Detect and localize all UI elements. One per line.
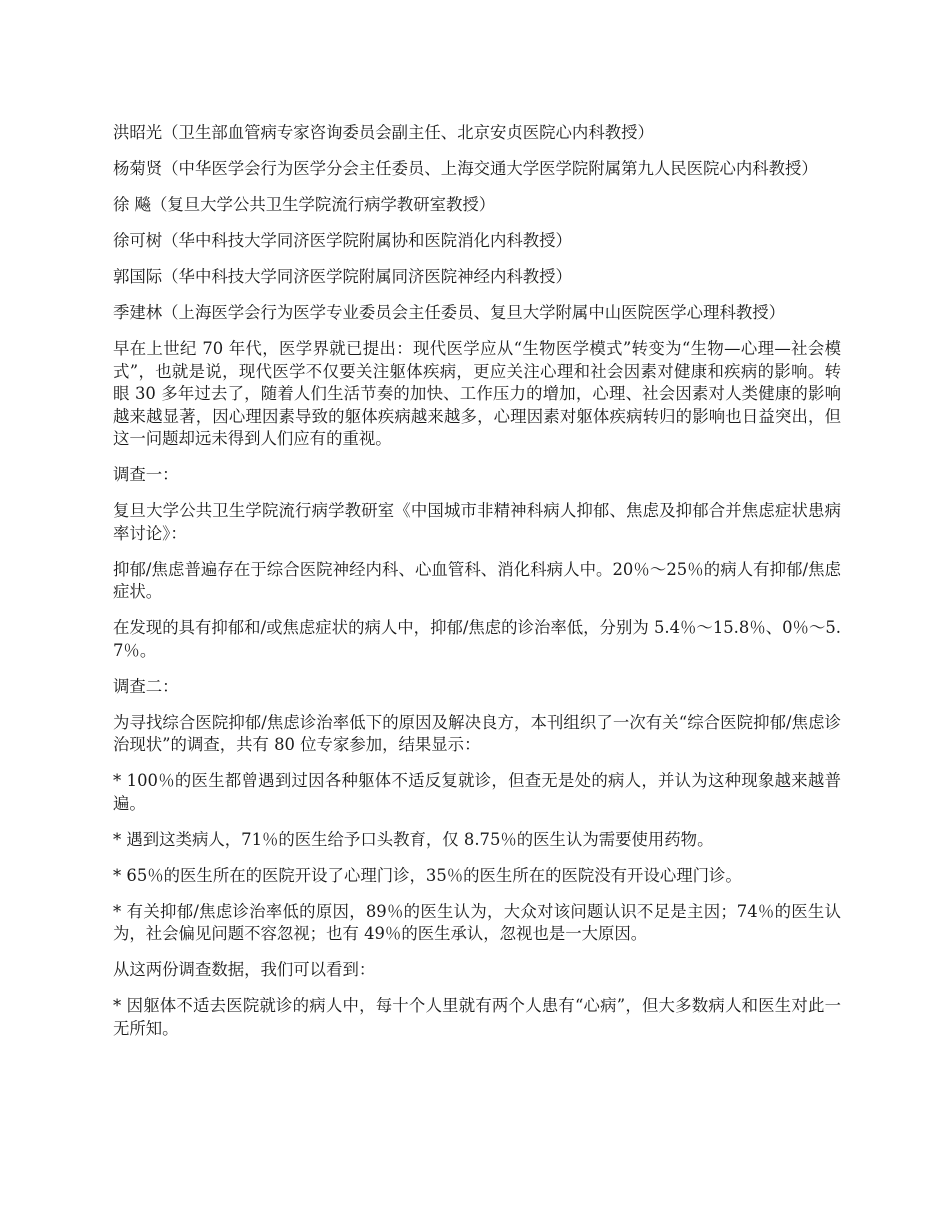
conclusion-bullet-1: * 因躯体不适去医院就诊的病人中，每十个人里就有两个人患有“心病”，但大多数病人和医生对此一无所知。 [113,996,841,1038]
expert-ji-jianlin: 季建林（上海医学会行为医学专业委员会主任委员、复旦大学附属中山医院医学心理科教授） [113,303,786,322]
survey-one-heading: 调查一： [113,465,179,484]
document-body [113,122,841,1054]
expert-guo-guoji: 郭国际（华中科技大学同济医学院附属同济医院神经内科教授） [113,267,572,286]
survey-one-source: 复旦大学公共卫生学院流行病学教研室《中国城市非精神科病人抑郁、焦虑及抑郁合并焦虑症状患病率讨论》： [113,501,841,543]
intro-paragraph: 早在上世纪 70 年代，医学界就已提出：现代医学应从“生物医学模式”转变为“生物—心理—社会模式”，也就是说，现代医学不仅要关注躯体疾病，更应关注心理和社会因素对健康和疾病的影响。转眼 30 多年过去了，随着人们生活节奏的加快、工作压力的增加，心理、社会因素对人类健康的影响越来越显著，因心理因素导致的躯体疾病越来越多，心理因素对躯体疾病转归的影响也日益突出，但这一问题却远未得到人们应有的重视。 [113,339,841,448]
survey-two-bullet-4: * 有关抑郁/焦虑诊治率低的原因，89％的医生认为，大众对该问题认识不足是主因；74％的医生认为，社会偏见问题不容忽视；也有 49％的医生承认，忽视也是一大原因。 [113,901,841,943]
survey-two-bullet-1: * 100％的医生都曾遇到过因各种躯体不适反复就诊，但查无是处的病人，并认为这种现象越来越普遍。 [113,771,841,813]
survey-two-bullet-3: * 65％的医生所在的医院开设了心理门诊，35％的医生所在的医院没有开设心理门诊。 [113,865,742,885]
survey-two-intro: 为寻找综合医院抑郁/焦虑诊治率低下的原因及解决良方，本刊组织了一次有关“综合医院抑郁/焦虑诊治现状”的调查，共有 80 位专家参加，结果显示： [113,712,841,754]
expert-xu-biao: 徐 飚（复旦大学公共卫生学院流行病学教研室教授） [113,195,496,214]
expert-yang-juxian: 杨菊贤（中华医学会行为医学分会主任委员、上海交通大学医学院附属第九人民医院心内科教授） [113,159,818,178]
expert-xu-keshu: 徐可树（华中科技大学同济医学院附属协和医院消化内科教授） [113,231,572,250]
survey-one-finding-diagnosis-rate: 在发现的具有抑郁和/或焦虑症状的病人中，抑郁/焦虑的诊治率低，分别为 5.4％～15.8％、0％～5.7％。 [113,618,841,660]
survey-one-finding-prevalence: 抑郁/焦虑普遍存在于综合医院神经内科、心血管科、消化科病人中。20％～25％的病人有抑郁/焦虑症状。 [113,559,841,601]
expert-hong-zhaoguang: 洪昭光（卫生部血管病专家咨询委员会副主任、北京安贞医院心内科教授） [113,123,654,142]
conclusion-heading: 从这两份调查数据，我们可以看到： [113,960,376,979]
survey-two-bullet-2: * 遇到这类病人，71％的医生给予口头教育，仅 8.75％的医生认为需要使用药物。 [113,829,714,849]
survey-two-heading: 调查二： [113,676,179,696]
